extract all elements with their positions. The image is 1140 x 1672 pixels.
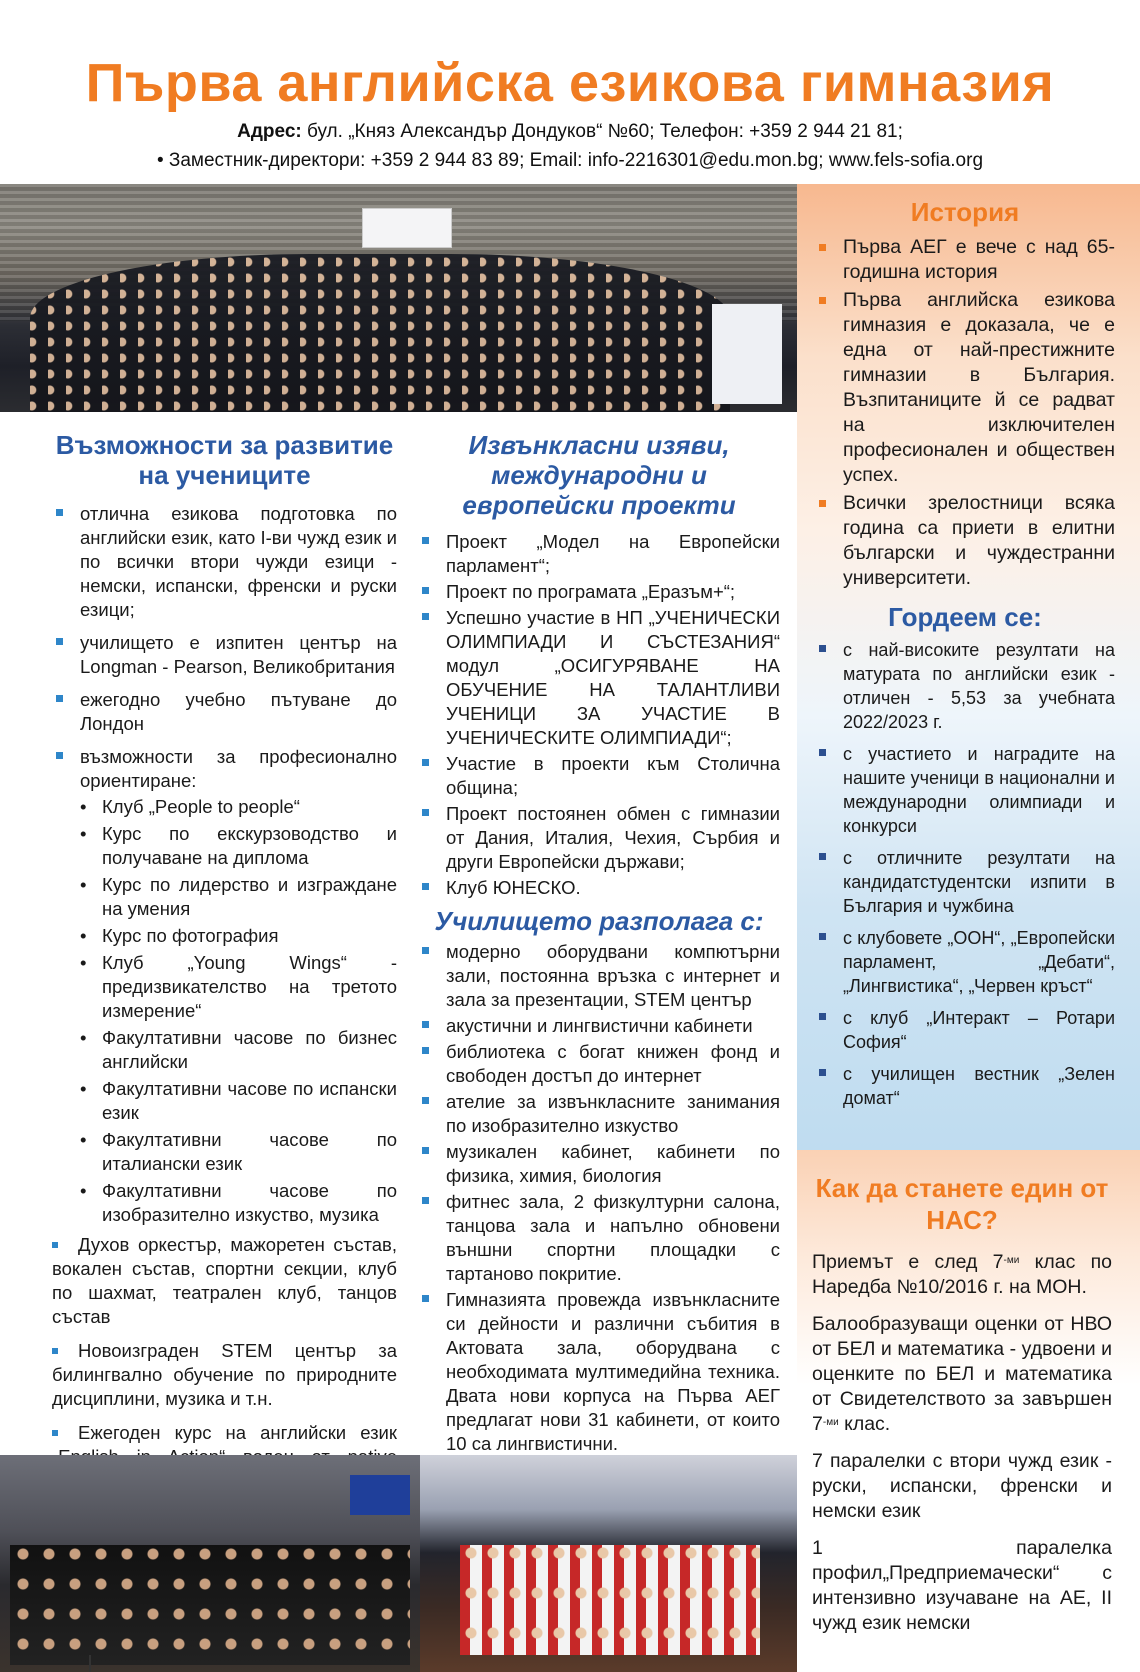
list-item: ежегодно учебно пътуване до Лондон [52,688,397,736]
list-item: отлична езикова подготовка по английски език, като I-ви чужд език и по всички втори чужди езици - немски, испански, френски и руски езици; [52,502,397,622]
list-item: Проект „Модел на Европейски парламент“; [418,530,780,578]
orchestra-photo [0,1455,420,1672]
divider [89,1655,91,1672]
list-item: с участието и наградите на нашите ученици в национални и международни олимпиади и конкурси [815,742,1115,838]
list-item: Всички зрелостници всяка година са приети в елитни български и чуждестранни университети. [815,491,1115,591]
address-label: Адрес: [237,121,302,142]
admission-paragraph: Приемът е след $7^{-ми}$ клас по Наредба №10/2016 г. на МОН. [812,1251,1112,1298]
address-text: бул. „Княз Александър Дондуков“ №60; Телефон: +359 2 944 21 81; [301,121,903,142]
folk-dance-photo [420,1455,797,1672]
list-item: Проект по програмата „Еразъм+“; [418,580,780,604]
list-item: акустични и лингвистични кабинети [418,1014,780,1038]
scoring-paragraph: Балообразуващи оценки от НВО от БЕЛ и математика - удвоени и оценките по БЕЛ и математика от Свидетелството за завършен $7^{-ми}$ клас. [812,1313,1112,1435]
paragraph: Духов оркестър, мажоретен състав, вокален състав, спортни секции, клуб по шахмат, театрален клуб, танцов състав [52,1234,397,1327]
profile-paragraph: 1 паралелка профил„Предприемачески“ с интензивно изучаване на АЕ, II чужд език немски [812,1537,1112,1634]
paragraph: Новоизграден STEM център за билингвално обучение по природните дисциплини, музика и т.н. [52,1340,397,1409]
list-item: с отличните резултати на кандидатстудентски изпити в България и чужбина [815,846,1115,918]
heading-facilities: Училището разполага с: [434,906,764,936]
paragraph: Ежегоден курс на английски език [52,1421,397,1493]
column-projects [418,430,780,1458]
sub-list-item: • Клуб „People to people“ [80,796,300,817]
list-item: с училищен вестник „Зелен домат“ [815,1062,1115,1110]
list-item: с най-високите резултати на матурата по английски език - отличен - 5,53 за учебната 2022/2023 г. [815,638,1115,734]
list-item: Клуб ЮНЕСКО. [418,876,780,900]
classes-paragraph: 7 паралелки с втори чужд език - руски, испански, френски и немски език [812,1450,1112,1522]
section-join [812,1172,1112,1636]
list-item: Проект постоянен обмен с гимназии от Дания, Италия, Чехия, Сърбия и други Европейски държави; [418,802,780,874]
sub-list-item: • Клуб „Young Wings“ - предизвикателство на третото измерение“ [80,952,397,1021]
list-item: Първа АЕГ е вече с над 65-годишна история [815,235,1115,285]
list-item: Първа английска езикова гимназия е доказала, че е една от най-престижните гимназии в България. Възпитаниците й се радват на изключителен професионален и обществен успех. [815,288,1115,488]
list-item: училището е изпитен център на Longman - Pearson, Великобритания [52,631,397,679]
list-item: библиотека с богат книжен фонд и свободен достъп до интернет [418,1040,780,1088]
page-title: Първа английска езикова гимназия [85,53,1055,113]
sub-list-item: • Факултативни часове по италиански език [80,1129,397,1174]
list-item: модерно оборудвани компютърни зали, постоянна връзка с интернет и зала за презентации, STEM център [418,940,780,1012]
group-photo [0,184,797,412]
list-item: възможности за професионално ориентиране: [52,745,397,793]
heading-history: История [910,197,1020,227]
heading-opportunities: Възможности за развитие на учениците [55,430,394,490]
sub-list-item: • Курс по екскурзоводство и получаване на диплома [80,823,397,868]
column-opportunities [52,430,397,1503]
list-item: музикален кабинет, кабинети по физика, химия, биология [418,1140,780,1188]
list-item: с клуб „Интеракт – Ротари София“ [815,1006,1115,1054]
address-line-1 [0,121,1140,143]
sub-list-item: • Факултативни часове по бизнес английски [80,1027,397,1072]
heading-projects: Извънкласни изяви, международни и европейски проекти [462,430,736,520]
address-line-2: • Заместник-директори: +359 2 944 83 89; Email: info-2216301@edu.mon.bg; www.fels-sofia.org [156,150,984,171]
heading-join: Как да станете един от НАС? [815,1173,1109,1235]
list-item: Участие в проекти към Столична община; [418,752,780,800]
sub-list-item: • Факултативни часове по изобразително изкуство, музика [80,1180,397,1225]
list-item: фитнес зала, 2 физкултурни салона, танцова зала и напълно обновени външни спортни площадки с тартаново покритие. [418,1190,780,1286]
sub-list-item: • Факултативни часове по испански език [80,1078,397,1123]
heading-proud: Гордеем се: [888,602,1042,632]
column-sidebar [815,197,1115,1118]
list-item: Гимназията провежда извънкласните си дейности и различни събития в Актовата зала, оборудвана с необходимата мултимедийна техника. Двата нови корпуса на Първа АЕГ предлагат нови 31 кабинети, от които 10 са лингвистични. [418,1288,780,1456]
list-item: Успешно участие в НП „УЧЕНИЧЕСКИ ОЛИМПИАДИ И СЪСТЕЗАНИЯ“ модул „ОСИГУРЯВАНЕ НА ОБУЧЕНИЕ НА ТАЛАНТЛИВИ УЧЕНИЦИ ЗА УЧАСТИЕ В УЧЕНИЧЕСКИТЕ ОЛИМПИАДИ“; [418,606,780,750]
list-item: ателие за извънкласните занимания по изобразително изкуство [418,1090,780,1138]
list-item: с клубовете „ООН“, „Европейски парламент, „Дебати“, „Лингвистика“, „Червен кръст“ [815,926,1115,998]
sub-list-item: • Курс по фотография [80,925,279,946]
sub-list-item: • Курс по лидерство и изграждане на умения [80,874,397,919]
